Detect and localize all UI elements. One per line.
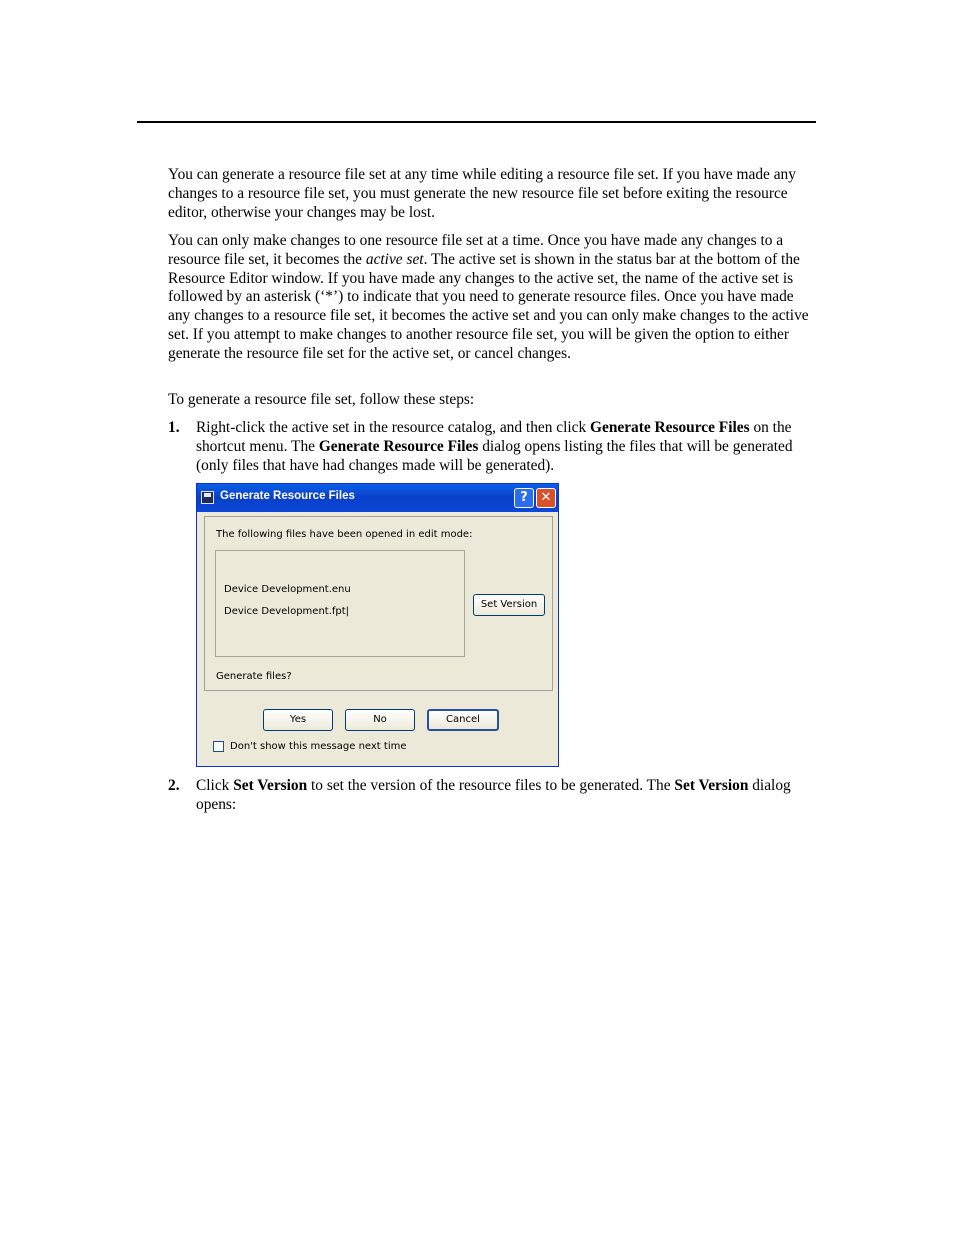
paragraph-active-set-part1: You can only make changes to one resource file set at a time. Once you have made any changes to a resource file set, it becomes the [168,232,784,268]
list-item[interactable]: Device Development.enu [224,584,351,595]
files-list[interactable] [215,550,465,657]
yes-button[interactable]: Yes [263,709,333,731]
term-active-set: active set [365,250,424,268]
dialog-title: Generate Resource Files [220,490,355,502]
files-intro-label: The following files have been opened in edit mode: [216,529,473,540]
step-1 [168,419,816,475]
dont-show-label[interactable]: Don't show this message next time [230,741,407,752]
step-text-part: Right-click the active set in the resource catalog, and then click [196,419,591,436]
step-text-part: to set the version of the resource files to be generated. The [307,777,675,794]
paragraph-active-set [168,232,814,364]
paragraph-intro: You can generate a resource file set at any time while editing a resource file set. If you have made any changes to a resource file set, you must generate the new resource file set before exiting the resource editor, otherwise your changes may be lost. [168,166,796,221]
header-rule [137,121,816,123]
step-text-part: dialog opens: [196,777,791,813]
cancel-button[interactable]: Cancel [427,709,499,731]
step-number: 1. [168,419,180,436]
close-icon[interactable]: ✕ [536,488,556,508]
menu-command-name: Generate Resource Files [590,419,750,436]
step-text [196,777,816,815]
dont-show-checkbox[interactable] [213,741,224,752]
step-text-part: on the shortcut menu. The [196,419,792,455]
dialog-titlebar[interactable] [197,484,558,512]
floppy-disk-icon [201,491,214,504]
step-2 [168,777,816,815]
generate-resource-files-dialog [196,483,559,767]
paragraph-steps-intro: To generate a resource file set, follow these steps: [168,391,475,408]
step-text [196,419,816,475]
dialog-name: Generate Resource Files [318,437,479,455]
button-name: Set Version [233,777,308,794]
step-number: 2. [168,777,180,794]
step-text-part: dialog opens listing the files that will be generated (only files that have had changes made will be generated). [196,437,793,474]
step-text-part: Click [196,777,234,794]
set-version-button[interactable]: Set Version [473,594,545,616]
help-icon[interactable]: ? [514,488,534,508]
list-item[interactable]: Device Development.fpt| [224,606,350,617]
dialog-name: Set Version [674,777,749,794]
generate-question-label: Generate files? [216,671,292,682]
no-button[interactable]: No [345,709,415,731]
paragraph-active-set-part2: . The active set is shown in the status bar at the bottom of the Resource Editor window. If you have made any changes to the active set, the name of the active set is followed by an asterisk (‘*’) to indicate that you need to generate resource files. Once you have made any changes to a resource file set, it becomes the active set and you can only make changes to the active set. If you attempt to make changes to another resource file set, you will be given the option to either generate the resource file set for the active set, or cancel changes. [168,250,809,362]
